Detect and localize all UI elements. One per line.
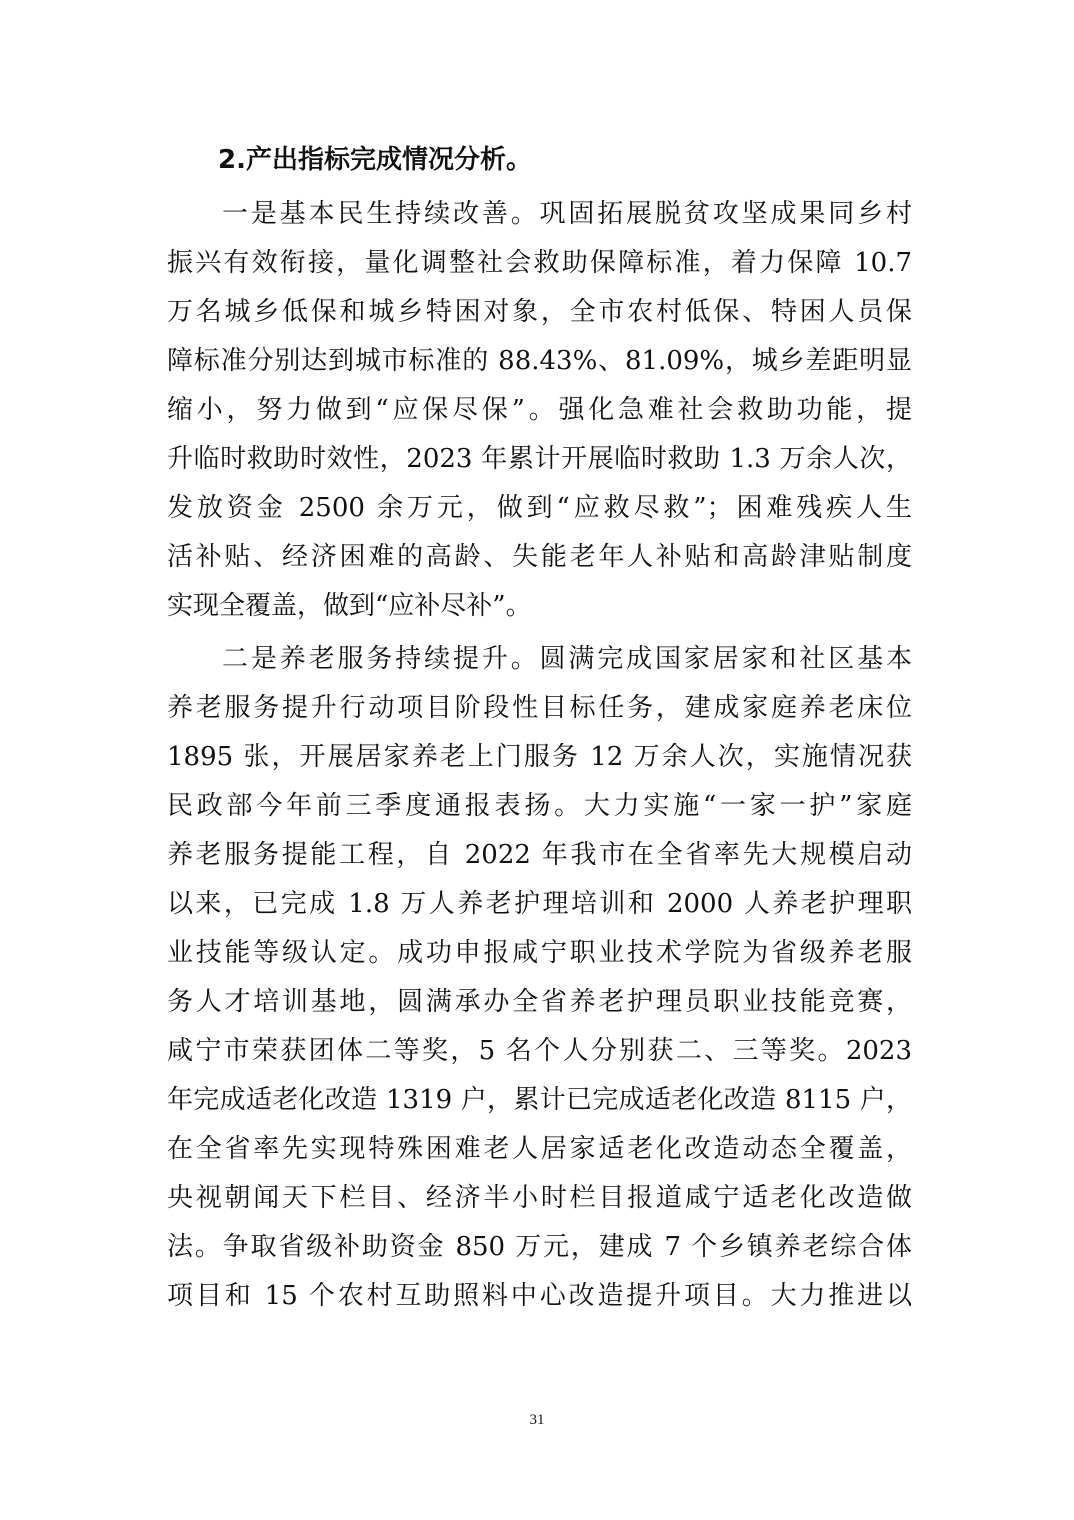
- paragraph-2-line-3: 1895 张，开展居家养老上门服务 12 万余人次，实施情况获: [167, 742, 912, 772]
- paragraph-1-line-3: 万名城乡低保和城乡特困对象，全市农村低保、特困人员保: [167, 297, 912, 327]
- section-heading: 2.产出指标完成情况分析。: [218, 145, 532, 175]
- paragraph-1-line-8: 活补贴、经济困难的高龄、失能老年人补贴和高龄津贴制度: [167, 542, 912, 572]
- paragraph-2-line-4: 民政部今年前三季度通报表扬。大力实施“一家一护”家庭: [167, 791, 912, 821]
- paragraph-1-line-7: 发放资金 2500 余万元，做到“应救尽救”；困难残疾人生: [167, 493, 912, 523]
- paragraph-2-line-2: 养老服务提升行动项目阶段性目标任务，建成家庭养老床位: [167, 693, 912, 723]
- paragraph-2-line-1: 二是养老服务持续提升。圆满完成国家居家和社区基本: [222, 644, 912, 674]
- page-number: 31: [529, 1412, 545, 1428]
- paragraph-2-line-8: 务人才培训基地，圆满承办全省养老护理员职业技能竞赛，: [167, 987, 912, 1017]
- paragraph-2-line-13: 法。争取省级补助资金 850 万元，建成 7 个乡镇养老综合体: [167, 1232, 912, 1262]
- paragraph-2-line-6: 以来，已完成 1.8 万人养老护理培训和 2000 人养老护理职: [167, 889, 912, 919]
- paragraph-1-line-5: 缩小，努力做到“应保尽保”。强化急难社会救助功能，提: [167, 395, 912, 425]
- paragraph-1-line-2: 振兴有效衔接，量化调整社会救助保障标准，着力保障 10.7: [167, 248, 912, 278]
- paragraph-2-line-5: 养老服务提能工程，自 2022 年我市在全省率先大规模启动: [167, 840, 912, 870]
- paragraph-1-line-1: 一是基本民生持续改善。巩固拓展脱贫攻坚成果同乡村: [222, 199, 912, 229]
- paragraph-2-line-10: 年完成适老化改造 1319 户，累计已完成适老化改造 8115 户，: [167, 1085, 912, 1115]
- paragraph-2-line-7: 业技能等级认定。成功申报咸宁职业技术学院为省级养老服: [167, 938, 912, 968]
- paragraph-1-line-6: 升临时救助时效性，2023 年累计开展临时救助 1.3 万余人次，: [167, 444, 912, 474]
- paragraph-1-line-9: 实现全覆盖，做到“应补尽补”。: [167, 591, 532, 621]
- paragraph-1-line-4: 障标准分别达到城市标准的 88.43%、81.09%，城乡差距明显: [167, 346, 912, 376]
- paragraph-2-line-9: 咸宁市荣获团体二等奖，5 名个人分别获二、三等奖。2023: [167, 1036, 912, 1066]
- paragraph-2-line-12: 央视朝闻天下栏目、经济半小时栏目报道咸宁适老化改造做: [167, 1183, 912, 1213]
- paragraph-2-line-14: 项目和 15 个农村互助照料中心改造提升项目。大力推进以: [167, 1281, 912, 1311]
- paragraph-2-line-11: 在全省率先实现特殊困难老人居家适老化改造动态全覆盖，: [167, 1134, 912, 1164]
